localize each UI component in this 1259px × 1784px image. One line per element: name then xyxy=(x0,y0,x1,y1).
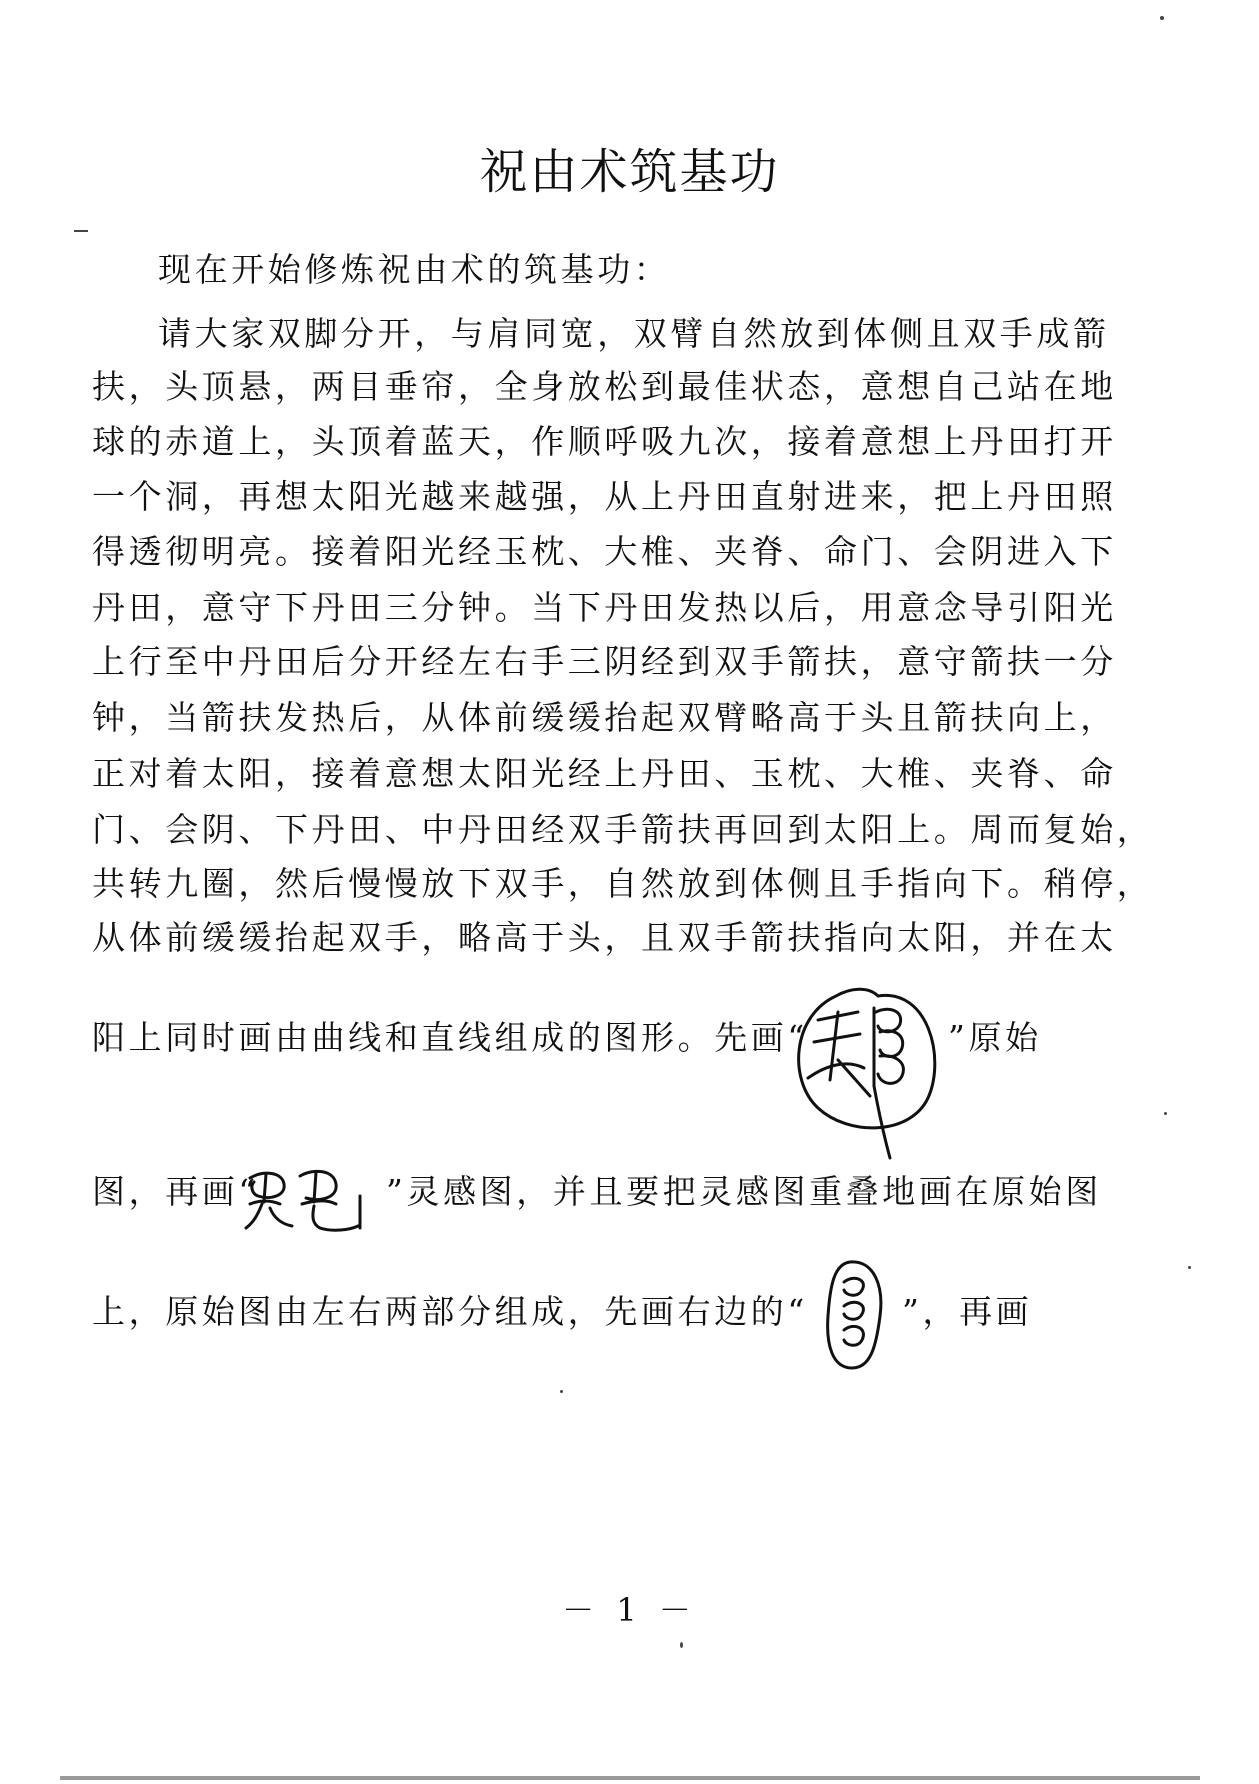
inspiration-talisman-drawing xyxy=(240,1156,380,1236)
page-number: － 1 － xyxy=(562,1591,697,1629)
text-line-16 xyxy=(92,1290,808,1334)
text-line-9: 钟，当箭扶发热后，从体前缓缓抬起双臂略高于头且箭扶向上， xyxy=(92,698,1117,737)
text-line-12: 共转九圈，然后慢慢放下双手，自然放到体侧且手指向下。稍停， xyxy=(92,864,1154,903)
text-line-11: 门、会阴、下丹田、中丹田经双手箭扶再回到太阳上。周而复始， xyxy=(92,810,1154,849)
text-line-16-after: ”，再画 xyxy=(902,1292,1033,1331)
scan-speck xyxy=(1164,1112,1167,1115)
text-line-4: 球的赤道上，头顶着蓝天，作顺呼吸九次，接着意想上丹田打开 xyxy=(92,422,1117,461)
text-line-16-before: 上，原始图由左右两部分组成，先画右边的“ xyxy=(92,1292,808,1331)
text-line-10: 正对着太阳，接着意想太阳光经上丹田、玉枕、大椎、夹脊、命 xyxy=(92,754,1117,793)
text-line-1: 现在开始修炼祝由术的筑基功： xyxy=(158,250,671,289)
text-line-5: 一个洞，再想太阳光越来越强，从上丹田直射进来，把上丹田照 xyxy=(92,477,1117,516)
text-line-13: 从体前缓缓抬起双手，略高于头，且双手箭扶指向太阳，并在太 xyxy=(92,918,1117,957)
scan-speck xyxy=(680,1642,683,1648)
original-talisman-drawing xyxy=(778,968,948,1168)
text-line-14-after: ”原始 xyxy=(948,1018,1042,1057)
text-line-6: 得透彻明亮。接着阳光经玉枕、大椎、夹脊、命门、会阴进入下 xyxy=(92,532,1117,571)
text-line-8: 上行至中丹田后分开经左右手三阴经到双手箭扶，意守箭扶一分 xyxy=(92,642,1117,681)
scan-speck xyxy=(1188,1266,1191,1269)
page-title: 祝由术筑基功 xyxy=(479,144,780,200)
text-line-14-before: 阳上同时画由曲线和直线组成的图形。先画“ xyxy=(92,1018,808,1057)
text-line-3: 扶，头顶悬，两目垂帘，全身放松到最佳状态，意想自己站在地 xyxy=(92,367,1117,406)
text-line-15-start: 图，再画“ xyxy=(92,1172,259,1211)
text-line-7: 丹田，意守下丹田三分钟。当下丹田发热以后，用意念导引阳光 xyxy=(92,588,1117,627)
text-line-15 xyxy=(92,1170,259,1214)
scan-edge-line xyxy=(60,1776,1200,1780)
text-line-15-after: ”灵感图，并且要把灵感图重叠地画在原始图 xyxy=(386,1172,1102,1211)
scan-speck xyxy=(560,1390,563,1393)
right-part-drawing xyxy=(820,1256,890,1376)
text-line-2: 请大家双脚分开，与肩同宽，双臂自然放到体侧且双手成箭 xyxy=(158,314,1110,353)
scan-speck xyxy=(1160,16,1164,20)
text-line-14 xyxy=(92,1016,808,1060)
scan-dash xyxy=(74,230,88,232)
